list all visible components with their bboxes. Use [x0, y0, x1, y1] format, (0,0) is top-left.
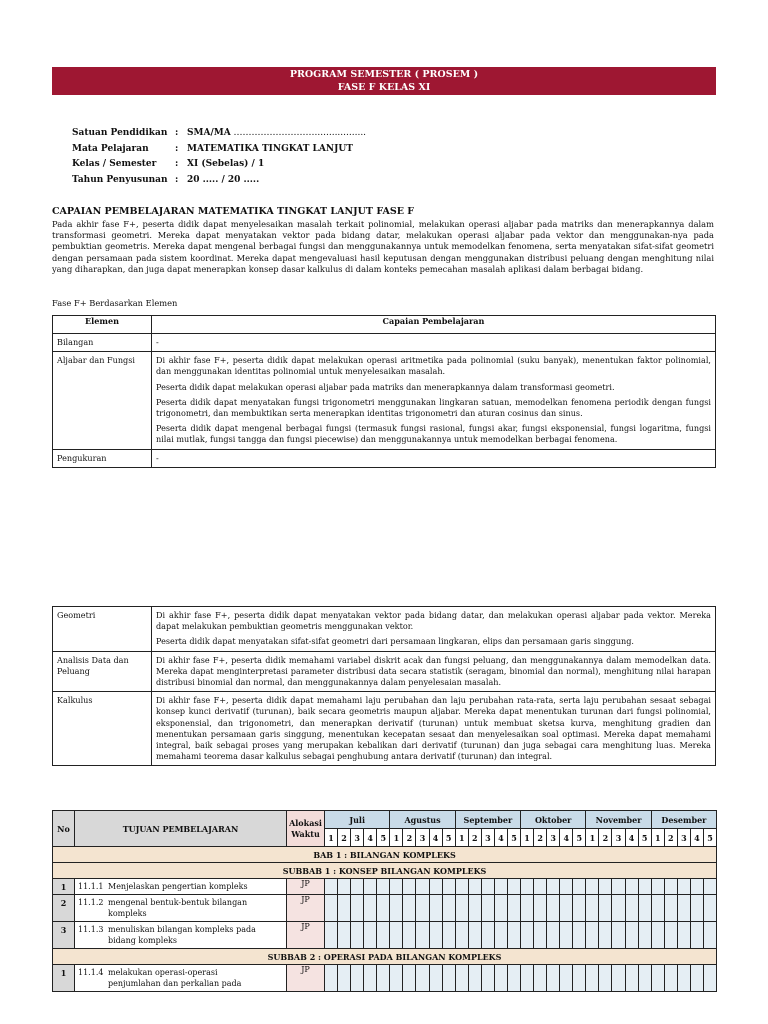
week-cell[interactable]	[364, 965, 377, 992]
week-cell[interactable]	[416, 895, 429, 922]
week-cell[interactable]	[494, 922, 507, 949]
identity-row: Tahun Penyusunan : 20 ..... / 20 .....	[72, 173, 366, 189]
week-cell[interactable]	[703, 895, 716, 922]
week-cell[interactable]	[560, 922, 573, 949]
week-cell[interactable]	[690, 895, 703, 922]
week-cell[interactable]	[612, 922, 625, 949]
week-cell[interactable]	[481, 965, 494, 992]
capaian-text: -	[156, 452, 159, 463]
tujuan-cell	[75, 922, 287, 949]
week-cell[interactable]	[586, 895, 599, 922]
identity-key: Satuan Pendidikan	[72, 128, 168, 138]
week-cell[interactable]	[455, 965, 468, 992]
week-cell[interactable]	[625, 965, 638, 992]
week-number: 2	[468, 829, 481, 847]
document-header	[52, 67, 716, 95]
week-cell[interactable]	[338, 879, 351, 895]
capaian-text: Peserta didik dapat menyatakan fungsi trigonometri menggunakan lingkaran satuan, memodelkan fenomena periodik dengan fungsi trigonometri, dan membuktikan serta menerapkan identitas trigonometri dan aturan cosinus dan sinus.	[156, 396, 711, 419]
month-header: Juli	[325, 811, 390, 829]
tujuan-code: 11.1.2	[78, 898, 104, 907]
elemen-description	[152, 692, 716, 766]
week-cell[interactable]	[468, 922, 481, 949]
week-number: 5	[507, 829, 520, 847]
week-number: 2	[534, 829, 547, 847]
week-number: 4	[494, 829, 507, 847]
tujuan-row	[53, 895, 717, 922]
week-number: 5	[638, 829, 651, 847]
identity-block	[72, 126, 366, 188]
week-number: 4	[560, 829, 573, 847]
week-cell[interactable]	[612, 965, 625, 992]
tujuan-number: 1	[53, 965, 75, 992]
week-cell[interactable]	[703, 922, 716, 949]
week-number: 3	[547, 829, 560, 847]
elemen-row	[53, 352, 716, 449]
week-cell[interactable]	[638, 895, 651, 922]
week-cell[interactable]	[351, 922, 364, 949]
week-cell[interactable]	[599, 922, 612, 949]
week-cell[interactable]	[586, 879, 599, 895]
elemen-name: Analisis Data dan Peluang	[53, 651, 152, 692]
week-cell[interactable]	[442, 965, 455, 992]
tujuan-text: melakukan operasi-operasi penjumlahan dan perkalian pada	[108, 968, 242, 988]
tujuan-cell	[75, 879, 287, 895]
week-cell[interactable]	[534, 965, 547, 992]
identity-row: Kelas / Semester : XI (Sebelas) / 1	[72, 157, 366, 173]
subbab-header	[53, 949, 717, 965]
month-header: November	[586, 811, 651, 829]
tujuan-cell	[75, 965, 287, 992]
week-cell[interactable]	[638, 965, 651, 992]
identity-row: Satuan Pendidikan : SMA/MA ………………………..................	[72, 126, 366, 142]
week-cell[interactable]	[442, 879, 455, 895]
week-cell[interactable]	[390, 965, 403, 992]
tujuan-number: 1	[53, 879, 75, 895]
schedule-table	[52, 810, 717, 992]
week-cell[interactable]	[455, 879, 468, 895]
week-cell[interactable]	[468, 965, 481, 992]
week-cell[interactable]	[664, 922, 677, 949]
week-cell[interactable]	[547, 879, 560, 895]
elemen-description	[152, 352, 716, 449]
week-cell[interactable]	[351, 895, 364, 922]
week-cell[interactable]	[534, 879, 547, 895]
week-cell[interactable]	[638, 922, 651, 949]
week-cell[interactable]	[351, 879, 364, 895]
week-cell[interactable]	[599, 965, 612, 992]
elemen-name: Bilangan	[53, 334, 152, 352]
identity-key: Mata Pelajaran	[72, 143, 149, 154]
identity-dots: ………………………..................	[230, 128, 367, 138]
week-cell[interactable]	[573, 922, 586, 949]
week-cell[interactable]	[586, 922, 599, 949]
week-cell[interactable]	[677, 879, 690, 895]
week-cell[interactable]	[625, 895, 638, 922]
week-cell[interactable]	[625, 879, 638, 895]
col-capaian-header: Capaian Pembelajaran	[152, 316, 716, 334]
capaian-title: CAPAIAN PEMBELAJARAN MATEMATIKA TINGKAT LANJUT FASE F	[52, 206, 415, 217]
fase-label: Fase F+ Berdasarkan Elemen	[52, 298, 178, 308]
week-cell[interactable]	[507, 895, 520, 922]
week-cell[interactable]	[377, 965, 390, 992]
week-cell[interactable]	[651, 965, 664, 992]
alokasi-jp: JP	[287, 895, 325, 922]
capaian-text: Di akhir fase F+, peserta didik memahami variabel diskrit acak dan fungsi peluang, dan menggunakannya dalam memodelkan data. Mereka dapat menginterpretasi parameter distribusi data secara statistik (seragam, binomial dan normal), menghitung nilai harapan distribusi binomial dan normal, dan menggunakannya dalam penyelesaian masalah.	[156, 654, 711, 688]
week-cell[interactable]	[338, 922, 351, 949]
week-cell[interactable]	[442, 895, 455, 922]
week-cell[interactable]	[521, 965, 534, 992]
week-cell[interactable]	[338, 895, 351, 922]
capaian-text: -	[156, 337, 159, 347]
month-header: Oktober	[521, 811, 586, 829]
week-cell[interactable]	[677, 895, 690, 922]
week-number: 1	[390, 829, 403, 847]
week-cell[interactable]	[612, 895, 625, 922]
elemen-description	[152, 449, 716, 467]
week-cell[interactable]	[599, 895, 612, 922]
week-cell[interactable]	[364, 922, 377, 949]
identity-value: 20 ..... / 20 .....	[187, 174, 260, 185]
elemen-description	[152, 651, 716, 692]
tujuan-code: 11.1.1	[78, 882, 104, 891]
week-cell[interactable]	[494, 965, 507, 992]
elemen-description	[152, 607, 716, 652]
week-cell[interactable]	[664, 895, 677, 922]
week-cell[interactable]	[442, 922, 455, 949]
week-cell[interactable]	[403, 922, 416, 949]
week-cell[interactable]	[325, 965, 338, 992]
week-number: 4	[429, 829, 442, 847]
tujuan-cell	[75, 895, 287, 922]
week-cell[interactable]	[507, 879, 520, 895]
tujuan-text: mengenal bentuk-bentuk bilangan kompleks	[108, 898, 248, 918]
week-cell[interactable]	[612, 879, 625, 895]
week-cell[interactable]	[468, 879, 481, 895]
month-header: Agustus	[390, 811, 455, 829]
elemen-row	[53, 692, 716, 766]
identity-value: XI (Sebelas) / 1	[187, 159, 265, 169]
week-number: 5	[442, 829, 455, 847]
week-cell[interactable]	[547, 922, 560, 949]
month-header: Desember	[651, 811, 716, 829]
week-cell[interactable]	[651, 879, 664, 895]
bab-header	[53, 847, 717, 863]
tujuan-row	[53, 879, 717, 895]
week-cell[interactable]	[547, 965, 560, 992]
month-header: September	[455, 811, 520, 829]
week-cell[interactable]	[416, 879, 429, 895]
week-cell[interactable]	[573, 879, 586, 895]
week-cell[interactable]	[677, 965, 690, 992]
elemen-description	[152, 334, 716, 352]
week-number: 2	[599, 829, 612, 847]
week-cell[interactable]	[586, 965, 599, 992]
week-cell[interactable]	[651, 922, 664, 949]
week-cell[interactable]	[390, 922, 403, 949]
identity-value: MATEMATIKA TINGKAT LANJUT	[187, 143, 353, 154]
col-elemen-header: Elemen	[53, 316, 152, 334]
subbab-header-label: SUBBAB 1 : KONSEP BILANGAN KOMPLEKS	[53, 863, 717, 879]
week-cell[interactable]	[325, 879, 338, 895]
week-cell[interactable]	[455, 895, 468, 922]
week-number: 1	[651, 829, 664, 847]
week-cell[interactable]	[690, 965, 703, 992]
week-cell[interactable]	[638, 879, 651, 895]
week-cell[interactable]	[494, 895, 507, 922]
col-tujuan-header: TUJUAN PEMBELAJARAN	[75, 811, 287, 847]
identity-key: Tahun Penyusunan	[72, 174, 168, 185]
week-cell[interactable]	[429, 965, 442, 992]
tujuan-text: Menjelaskan pengertian kompleks	[108, 882, 248, 891]
week-cell[interactable]	[377, 879, 390, 895]
week-number: 3	[677, 829, 690, 847]
week-cell[interactable]	[403, 965, 416, 992]
week-cell[interactable]	[651, 895, 664, 922]
capaian-text: Di akhir fase F+, peserta didik dapat melakukan operasi aritmetika pada polinomial (suku banyak), menentukan faktor polinomial, dan menggunakan identitas polinomial untuk menyelesaikan masalah.	[156, 355, 711, 377]
elemen-row	[53, 334, 716, 352]
week-cell[interactable]	[416, 965, 429, 992]
week-cell[interactable]	[494, 879, 507, 895]
week-cell[interactable]	[573, 965, 586, 992]
tujuan-number: 2	[53, 895, 75, 922]
tujuan-text: menuliskan bilangan kompleks pada bidang kompleks	[108, 925, 256, 945]
week-number: 1	[455, 829, 468, 847]
identity-value-text: SMA/MA	[187, 128, 231, 138]
week-cell[interactable]	[468, 895, 481, 922]
week-cell[interactable]	[416, 922, 429, 949]
week-cell[interactable]	[377, 922, 390, 949]
capaian-text: Di akhir fase F+, peserta didik dapat menyatakan vektor pada bidang datar, dan melakukan operasi aljabar pada vektor. Mereka dapat melakukan pembuktian geometris menggunakan vektor.	[156, 610, 711, 632]
tujuan-code: 11.1.3	[78, 925, 104, 934]
schedule-month-row	[53, 811, 717, 829]
week-number: 1	[586, 829, 599, 847]
week-cell[interactable]	[377, 895, 390, 922]
week-cell[interactable]	[325, 895, 338, 922]
week-cell[interactable]	[664, 879, 677, 895]
week-cell[interactable]	[703, 965, 716, 992]
week-cell[interactable]	[325, 922, 338, 949]
identity-key: Kelas / Semester	[72, 159, 157, 169]
bab-header-label: BAB 1 : BILANGAN KOMPLEKS	[53, 847, 717, 863]
week-cell[interactable]	[573, 895, 586, 922]
elemen-table	[52, 315, 716, 468]
week-cell[interactable]	[560, 965, 573, 992]
elemen-name: Aljabar dan Fungsi	[53, 352, 152, 449]
tujuan-row	[53, 965, 717, 992]
week-cell[interactable]	[351, 965, 364, 992]
col-no-header: No	[53, 811, 75, 847]
alokasi-jp: JP	[287, 965, 325, 992]
header-title: PROGRAM SEMESTER ( PROSEM )	[289, 69, 479, 80]
subbab-header-label: SUBBAB 2 : OPERASI PADA BILANGAN KOMPLEKS	[53, 949, 717, 965]
tujuan-number: 3	[53, 922, 75, 949]
week-cell[interactable]	[403, 879, 416, 895]
tujuan-code: 11.1.4	[78, 968, 104, 977]
week-number: 4	[690, 829, 703, 847]
week-number: 3	[612, 829, 625, 847]
elemen-row	[53, 607, 716, 652]
week-cell[interactable]	[507, 965, 520, 992]
week-cell[interactable]	[390, 895, 403, 922]
elemen-name: Geometri	[53, 607, 152, 652]
week-cell[interactable]	[690, 879, 703, 895]
week-cell[interactable]	[547, 895, 560, 922]
tujuan-row	[53, 922, 717, 949]
week-cell[interactable]	[534, 922, 547, 949]
capaian-text: Di akhir fase F+, peserta didik dapat memahami laju perubahan dan laju perubahan rata-rata, serta laju perubahan sesaat sebagai konsep kunci derivatif (turunan), baik secara geometris maupun aljabar. Mereka dapat menentukan turunan dari fungsi polinomial, eksponensial, dan trigonometri, dan menerapkan derivatif (turunan) untuk membuat sketsa kurva, menghitung gradien dan menentukan persamaan garis singgung, menentukan kecepatan sesaat dan menyelesaikan soal optimasi. Mereka dapat memahami integral, baik sebagai proses yang merupakan kebalikan dari derivatif (turunan) dan juga sebagai cara menghitung luas. Mereka memahami teorema dasar kalkulus sebagai penghubung antara derivatif (turunan) dan integral.	[156, 695, 711, 762]
elemen-row	[53, 449, 716, 467]
week-number: 1	[325, 829, 338, 847]
week-cell[interactable]	[338, 965, 351, 992]
week-cell[interactable]	[455, 922, 468, 949]
week-cell[interactable]	[521, 879, 534, 895]
week-number: 3	[481, 829, 494, 847]
week-number: 2	[664, 829, 677, 847]
week-number: 1	[521, 829, 534, 847]
week-cell[interactable]	[481, 922, 494, 949]
elemen-row	[53, 651, 716, 692]
week-cell[interactable]	[364, 879, 377, 895]
identity-value	[187, 126, 366, 142]
week-cell[interactable]	[521, 922, 534, 949]
week-number: 5	[377, 829, 390, 847]
week-number: 5	[573, 829, 586, 847]
header-subtitle: FASE F KELAS XI	[337, 82, 431, 93]
week-number: 2	[338, 829, 351, 847]
week-cell[interactable]	[625, 922, 638, 949]
capaian-paragraph: Pada akhir fase F+, peserta didik dapat menyelesaikan masalah terkait polinomial, melakukan operasi aljabar pada matriks dan menerapkannya dalam transformasi geometri. Mereka dapat menyatakan vektor pada bidang datar, melakukan operasi aljabar pada vektor dan menggunakan-nya pada pembuktian geometris. Mereka dapat mengenal berbagai fungsi dan menggunakannya untuk memodelkan fenomena, serta menyatakan sifat-sifat geometri dengan persamaan pada sistem koordinat. Mereka dapat mengevaluasi hasil keputusan dengan menggunakan distribusi peluang dengan menghitung nilai yang diharapkan, dan juga dapat menerapkan konsep dasar kalkulus di dalam konteks pemecahan masalah aplikasi dalam berbagai bidang.	[52, 219, 714, 274]
week-number: 3	[416, 829, 429, 847]
week-cell[interactable]	[599, 879, 612, 895]
subbab-header	[53, 863, 717, 879]
week-cell[interactable]	[390, 879, 403, 895]
elemen-table-continued	[52, 606, 716, 766]
week-cell[interactable]	[560, 895, 573, 922]
week-number: 4	[364, 829, 377, 847]
week-cell[interactable]	[429, 922, 442, 949]
week-cell[interactable]	[560, 879, 573, 895]
week-cell[interactable]	[429, 879, 442, 895]
alokasi-jp: JP	[287, 879, 325, 895]
week-number: 2	[403, 829, 416, 847]
week-cell[interactable]	[481, 895, 494, 922]
week-cell[interactable]	[403, 895, 416, 922]
alokasi-jp: JP	[287, 922, 325, 949]
elemen-name: Pengukuran	[53, 449, 152, 467]
week-cell[interactable]	[364, 895, 377, 922]
capaian-text: Peserta didik dapat melakukan operasi aljabar pada matriks dan menerapkannya dalam transformasi geometri.	[156, 381, 615, 392]
identity-row: Mata Pelajaran : MATEMATIKA TINGKAT LANJUT	[72, 142, 366, 158]
week-cell[interactable]	[534, 895, 547, 922]
week-cell[interactable]	[481, 879, 494, 895]
col-alokasi-header: Alokasi Waktu	[287, 811, 325, 847]
week-cell[interactable]	[664, 965, 677, 992]
week-number: 5	[703, 829, 716, 847]
week-cell[interactable]	[507, 922, 520, 949]
week-cell[interactable]	[677, 922, 690, 949]
week-cell[interactable]	[429, 895, 442, 922]
capaian-text: Peserta didik dapat menyatakan sifat-sifat geometri dari persamaan lingkaran, elips dan persamaan garis singgung.	[156, 636, 634, 647]
capaian-text: Peserta didik dapat mengenal berbagai fungsi (termasuk fungsi rasional, fungsi akar, fungsi eksponensial, fungsi logaritma, fungsi nilai mutlak, fungsi tangga dan fungsi piecewise) dan menggunakannya untuk memodelkan berbagai fenomena.	[156, 423, 711, 445]
week-number: 4	[625, 829, 638, 847]
week-cell[interactable]	[703, 879, 716, 895]
week-number: 3	[351, 829, 364, 847]
elemen-name: Kalkulus	[53, 692, 152, 766]
week-cell[interactable]	[521, 895, 534, 922]
week-cell[interactable]	[690, 922, 703, 949]
